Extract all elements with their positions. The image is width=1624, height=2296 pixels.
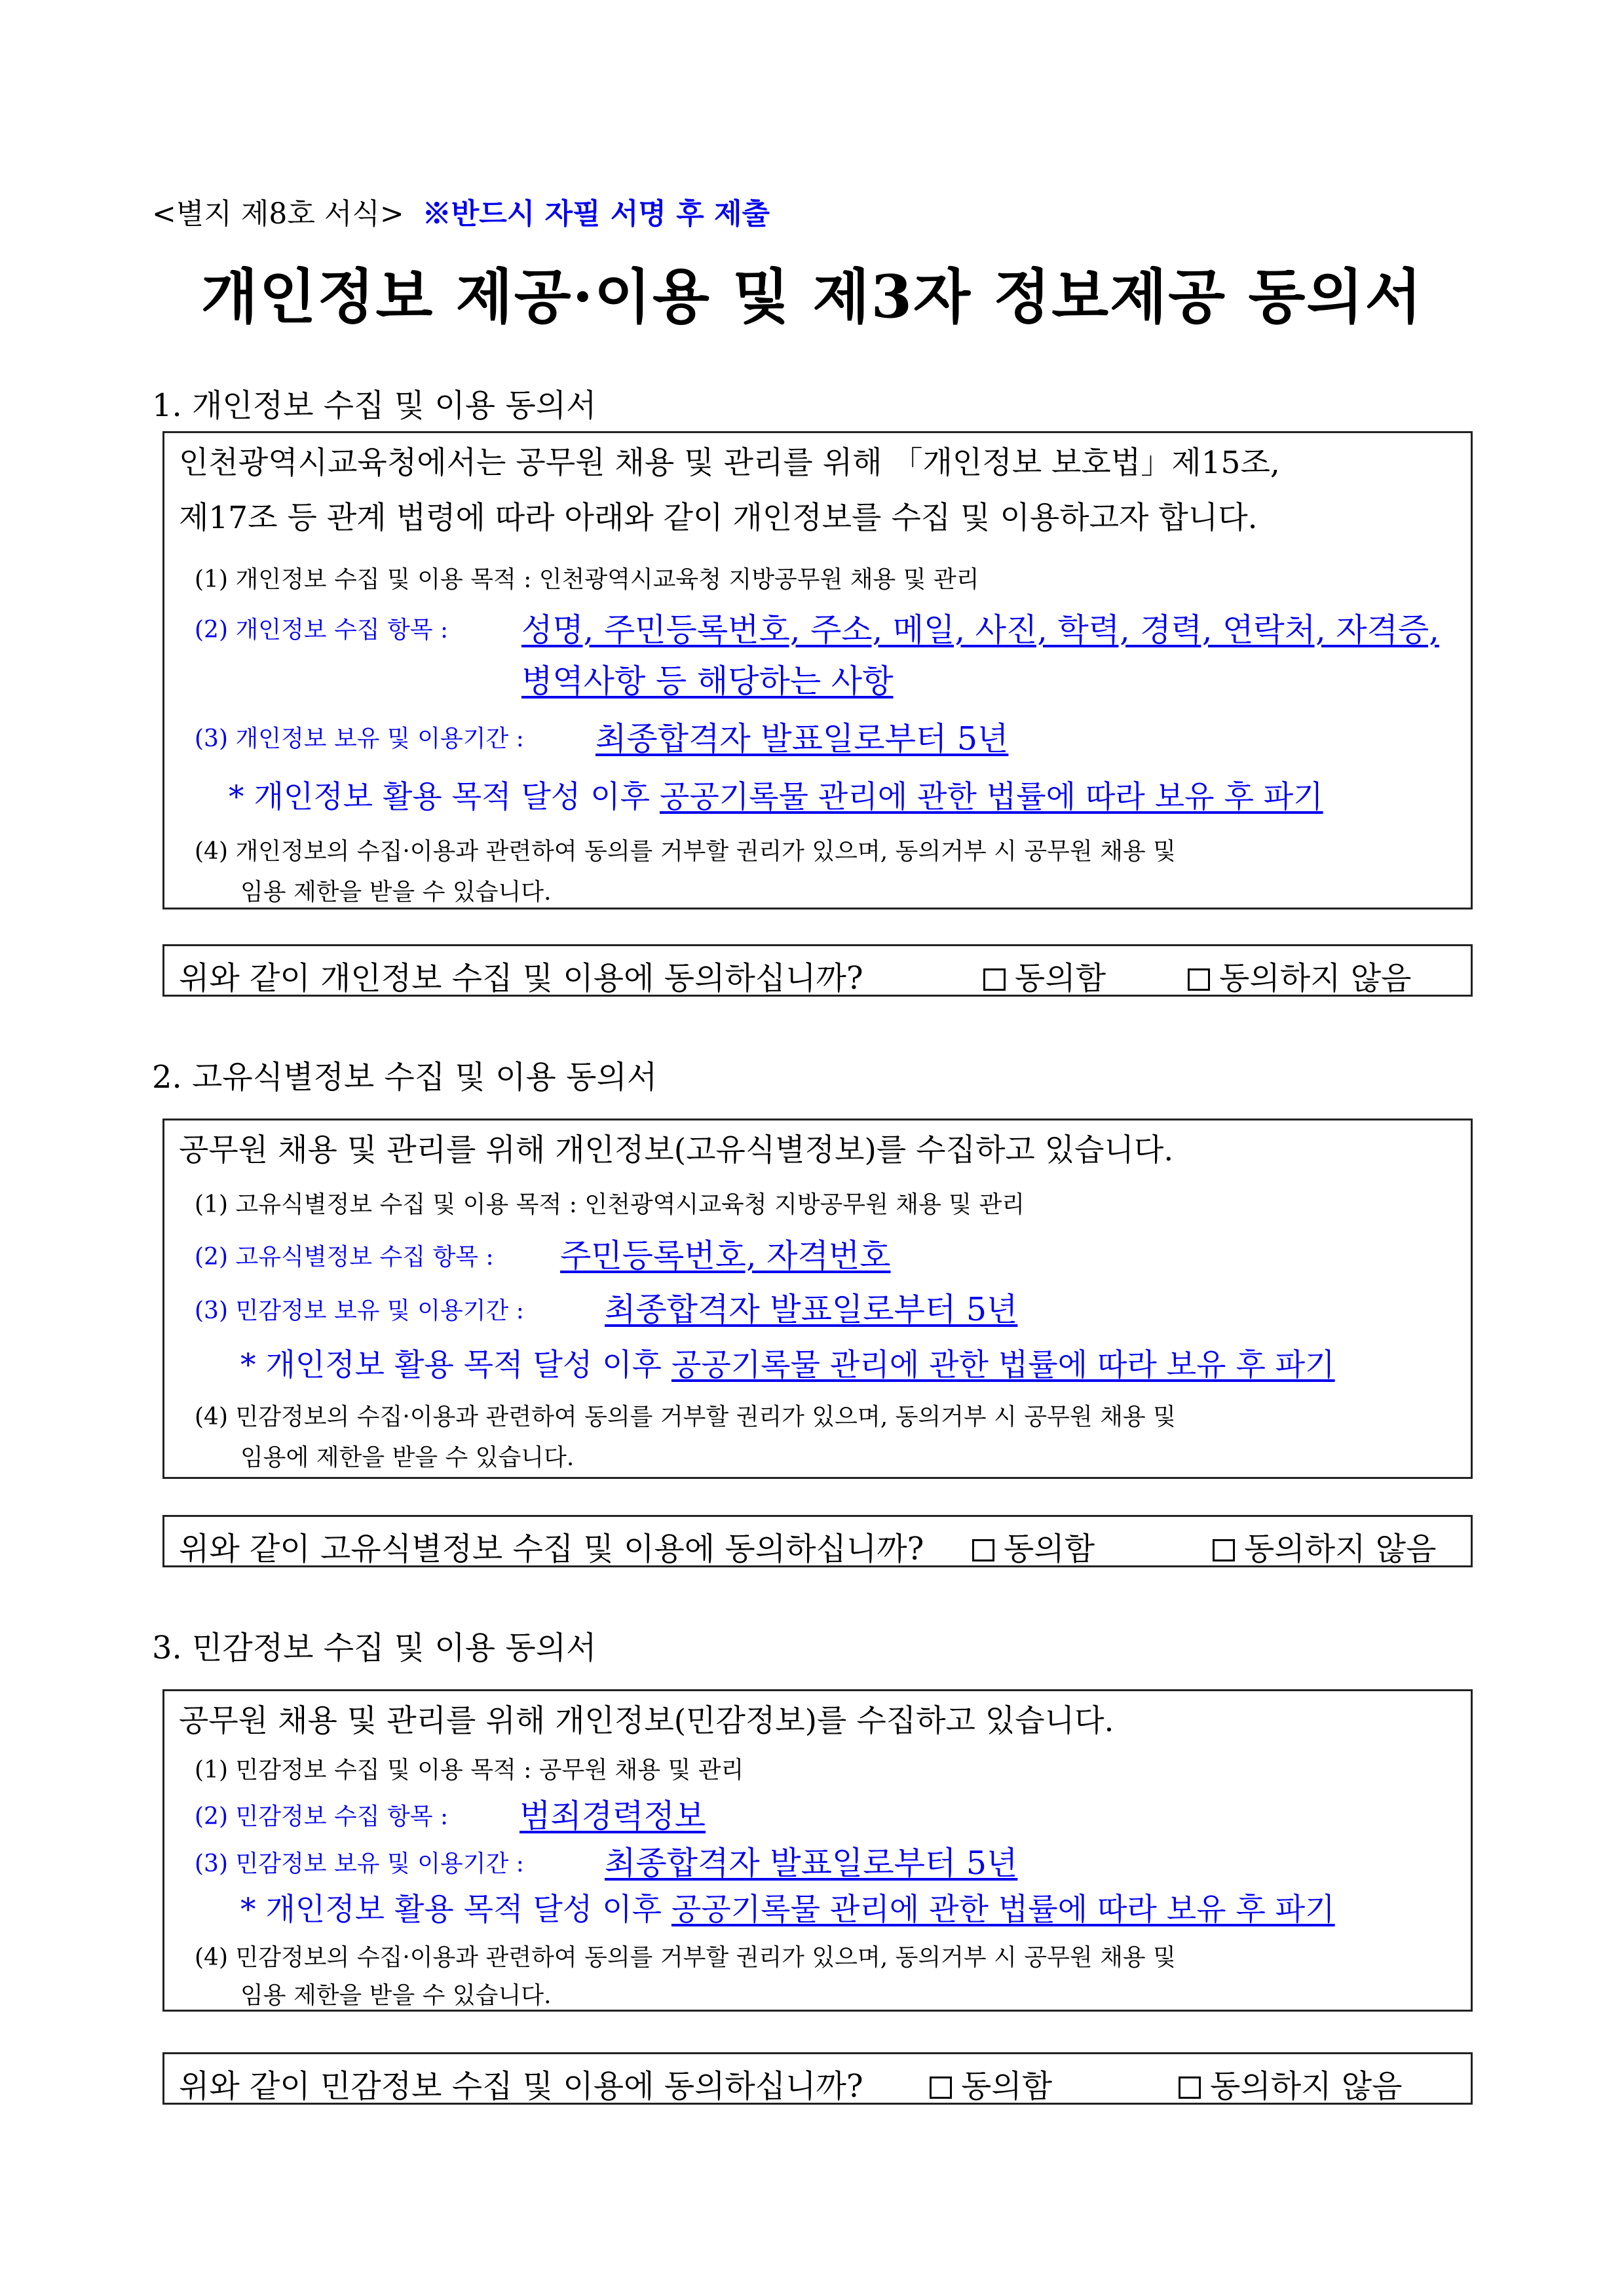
section-2-title: 2. 고유식별정보 수집 및 이용 동의서 (152, 1059, 658, 1096)
section-3-refusal-line-2: 임용 제한을 받을 수 있습니다. (240, 1982, 552, 2009)
section-3-agree-option[interactable] (930, 2061, 1052, 2106)
disagree-label: 동의하지 않음 (1219, 960, 1412, 997)
section-3-retention-value: 최종합격자 발표일로부터 5년 (605, 1845, 1018, 1882)
agree-checkbox[interactable] (930, 2076, 952, 2099)
section-1-items-label: (2) 개인정보 수집 항목 : (195, 617, 449, 643)
section-1-title: 1. 개인정보 수집 및 이용 동의서 (152, 387, 597, 424)
agree-checkbox[interactable] (983, 968, 1006, 991)
disposal-note-prefix: * 개인정보 활용 목적 달성 이후 (240, 1892, 671, 1928)
section-2-retention-value: 최종합격자 발표일로부터 5년 (605, 1291, 1018, 1328)
section-2-box (162, 1119, 1473, 1479)
section-3-disagree-option[interactable] (1179, 2061, 1402, 2106)
disagree-checkbox[interactable] (1188, 968, 1210, 991)
section-3-box (162, 1689, 1473, 2012)
section-3-items-value: 범죄경력정보 (519, 1797, 706, 1835)
agree-label: 동의함 (961, 2068, 1053, 2105)
disposal-note-prefix: * 개인정보 활용 목적 달성 이후 (229, 779, 660, 815)
section-2-retention-label: (3) 민감정보 보유 및 이용기간 : (195, 1297, 524, 1324)
section-3-disposal-note (240, 1885, 1335, 1929)
section-3-intro: 공무원 채용 및 관리를 위해 개인정보(민감정보)를 수집하고 있습니다. (179, 1703, 1114, 1739)
section-2-items-value: 주민등록번호, 자격번호 (560, 1237, 891, 1274)
section-1-intro-line-2: 제17조 등 관계 법령에 따라 아래와 같이 개인정보를 수집 및 이용하고자 합니다. (179, 500, 1258, 536)
section-3-consent-question: 위와 같이 민감정보 수집 및 이용에 동의하십니까? (179, 2068, 863, 2105)
agree-checkbox[interactable] (972, 1539, 994, 1561)
section-1-retention-label: (3) 개인정보 보유 및 이용기간 : (195, 725, 524, 752)
disposal-note-law: 공공기록물 관리에 관한 법률에 따라 보유 후 파기 (671, 1347, 1335, 1383)
disagree-label: 동의하지 않음 (1210, 2068, 1403, 2105)
section-2-refusal-line-1: (4) 민감정보의 수집·이용과 관련하여 동의를 거부할 권리가 있으며, 동의거부 시 공무원 채용 및 (195, 1404, 1176, 1430)
signature-note: ※반드시 자필 서명 후 제출 (422, 197, 770, 231)
agree-label: 동의함 (1004, 1531, 1095, 1567)
section-3-refusal-line-1: (4) 민감정보의 수집·이용과 관련하여 동의를 거부할 권리가 있으며, 동의거부 시 공무원 채용 및 (195, 1944, 1176, 1971)
section-1-purpose: (1) 개인정보 수집 및 이용 목적 : 인천광역시교육청 지방공무원 채용 및 관리 (195, 566, 979, 593)
section-1-refusal-line-2: 임용 제한을 받을 수 있습니다. (240, 879, 552, 906)
section-1-agree-option[interactable] (983, 953, 1106, 998)
section-2-consent-row (162, 1515, 1473, 1567)
section-1-refusal-line-1: (4) 개인정보의 수집·이용과 관련하여 동의를 거부할 권리가 있으며, 동의거부 시 공무원 채용 및 (195, 838, 1176, 865)
section-3-items-label: (2) 민감정보 수집 항목 : (195, 1803, 449, 1830)
form-header (152, 190, 770, 232)
section-2-refusal-line-2: 임용에 제한을 받을 수 있습니다. (240, 1444, 575, 1471)
section-1-retention-value: 최종합격자 발표일로부터 5년 (595, 720, 1009, 757)
section-2-agree-option[interactable] (972, 1523, 1095, 1569)
form-label: <별지 제8호 서식> (152, 197, 404, 231)
disposal-note-law: 공공기록물 관리에 관한 법률에 따라 보유 후 파기 (671, 1892, 1335, 1928)
section-1-items-value-1: 성명, 주민등록번호, 주소, 메일, 사진, 학력, 경력, 연락처, 자격증, (521, 611, 1439, 649)
section-2-purpose: (1) 고유식별정보 수집 및 이용 목적 : 인천광역시교육청 지방공무원 채용 및 관리 (195, 1191, 1025, 1218)
section-2-items-label: (2) 고유식별정보 수집 항목 : (195, 1244, 494, 1271)
document-title: 개인정보 제공·이용 및 제3자 정보제공 동의서 (200, 262, 1424, 332)
section-1-items-value-2: 병역사항 등 해당하는 사항 (521, 662, 894, 700)
section-1-consent-question: 위와 같이 개인정보 수집 및 이용에 동의하십니까? (179, 960, 863, 997)
section-1-intro-line-1: 인천광역시교육청에서는 공무원 채용 및 관리를 위해 「개인정보 보호법」제15조, (179, 445, 1280, 481)
section-3-title: 3. 민감정보 수집 및 이용 동의서 (152, 1630, 597, 1666)
section-1-disagree-option[interactable] (1188, 953, 1411, 998)
disagree-checkbox[interactable] (1213, 1539, 1235, 1561)
disagree-label: 동의하지 않음 (1244, 1531, 1437, 1567)
section-2-consent-question: 위와 같이 고유식별정보 수집 및 이용에 동의하십니까? (179, 1531, 924, 1567)
section-1-disposal-note (229, 773, 1323, 816)
disposal-note-prefix: * 개인정보 활용 목적 달성 이후 (240, 1347, 671, 1383)
section-2-disagree-option[interactable] (1213, 1523, 1436, 1569)
agree-label: 동의함 (1015, 960, 1106, 997)
section-3-consent-row (162, 2052, 1473, 2105)
section-2-disposal-note (240, 1341, 1335, 1385)
disagree-checkbox[interactable] (1179, 2076, 1201, 2099)
disposal-note-law: 공공기록물 관리에 관한 법률에 따라 보유 후 파기 (659, 779, 1323, 815)
section-2-intro: 공무원 채용 및 관리를 위해 개인정보(고유식별정보)를 수집하고 있습니다. (179, 1132, 1174, 1168)
section-3-retention-label: (3) 민감정보 보유 및 이용기간 : (195, 1850, 524, 1877)
section-3-purpose: (1) 민감정보 수집 및 이용 목적 : 공무원 채용 및 관리 (195, 1757, 744, 1784)
section-1-consent-row (162, 944, 1473, 997)
section-1-box (162, 431, 1473, 909)
